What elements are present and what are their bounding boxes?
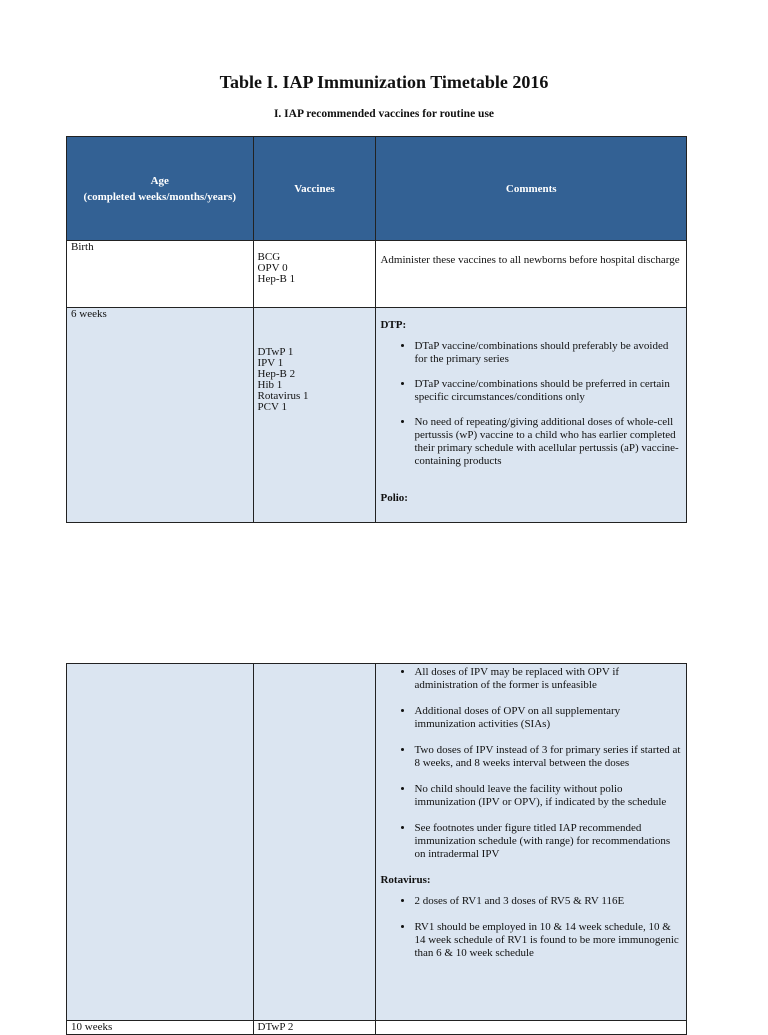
section-heading-rotavirus: Rotavirus: (380, 874, 431, 886)
section-heading-dtp: DTP: (380, 319, 407, 331)
list-item: • 2 doses of RV1 and 3 doses of RV5 & RV 116E (414, 895, 682, 908)
page-title: Table I. IAP Immunization Timetable 2016 (219, 72, 549, 92)
vaccines-cell (253, 241, 376, 308)
table-row (67, 664, 687, 1021)
immunization-table-part2 (66, 663, 687, 1035)
comment-text: Administer these vaccines to all newborns before hospital discharge (380, 254, 680, 266)
list-item: • No need of repeating/giving additional doses of whole-cell pertussis (wP) vaccine to a child who has earlier completed their primary schedule with acellular pertussis (aP) vaccine-containing products (414, 416, 682, 468)
list-item: • DTaP vaccine/combinations should preferably be avoided for the primary series (414, 340, 682, 366)
table-row (67, 308, 687, 523)
dtp-list (380, 340, 682, 468)
vaccine-item: PCV 1 (257, 401, 287, 413)
polio-list (380, 666, 682, 861)
table-header-row (67, 137, 687, 241)
age-cell (67, 664, 254, 1021)
comments-cell (376, 664, 687, 1021)
vaccines-cell (253, 664, 376, 1021)
comments-cell (376, 1021, 687, 1035)
header-comments: Comments (376, 137, 687, 241)
header-age-label: Age (150, 174, 169, 187)
comments-cell (376, 241, 687, 308)
list-item: • No child should leave the facility without polio immunization (IPV or OPV), if indicated by the schedule (414, 783, 682, 809)
vaccine-item: BCG (257, 251, 281, 263)
vaccine-item: Hep-B 1 (257, 273, 296, 285)
list-item: • DTaP vaccine/combinations should be preferred in certain specific circumstances/conditions only (414, 378, 682, 404)
list-item: • Additional doses of OPV on all supplementary immunization activities (SIAs) (414, 705, 682, 731)
comments-cell (376, 308, 687, 523)
vaccine-item: IPV 1 (257, 357, 284, 369)
vaccines-cell (253, 308, 376, 523)
rotavirus-list (380, 895, 682, 960)
vaccines-cell: DTwP 2 (253, 1021, 376, 1035)
header-vaccines: Vaccines (253, 137, 376, 241)
list-item: • All doses of IPV may be replaced with OPV if administration of the former is unfeasible (414, 666, 682, 692)
vaccine-item: Hib 1 (257, 379, 283, 391)
immunization-table-part1 (66, 136, 687, 523)
section-heading-polio: Polio: (380, 492, 408, 504)
vaccine-item: Rotavirus 1 (257, 390, 309, 402)
age-cell: Birth (67, 241, 254, 308)
list-item: • See footnotes under figure titled IAP recommended immunization schedule (with range) for recommendations on intradermal IPV (414, 822, 682, 861)
table-row (67, 1021, 687, 1035)
list-item: • Two doses of IPV instead of 3 for primary series if started at 8 weeks, and 8 weeks interval between the doses (414, 744, 682, 770)
vaccine-item: DTwP 1 (257, 346, 294, 358)
age-cell: 6 weeks (67, 308, 254, 523)
vaccine-item: OPV 0 (257, 262, 288, 274)
list-item: • RV1 should be employed in 10 & 14 week schedule, 10 & 14 week schedule of RV1 is found to be more immunogenic than 6 & 10 week schedule (414, 921, 682, 960)
table-row (67, 241, 687, 308)
vaccine-item: Hep-B 2 (257, 368, 296, 380)
header-age-sublabel: (completed weeks/months/years) (83, 190, 236, 203)
table-subtitle: I. IAP recommended vaccines for routine use (273, 108, 495, 120)
age-cell: 10 weeks (67, 1021, 254, 1035)
header-age (67, 137, 254, 241)
